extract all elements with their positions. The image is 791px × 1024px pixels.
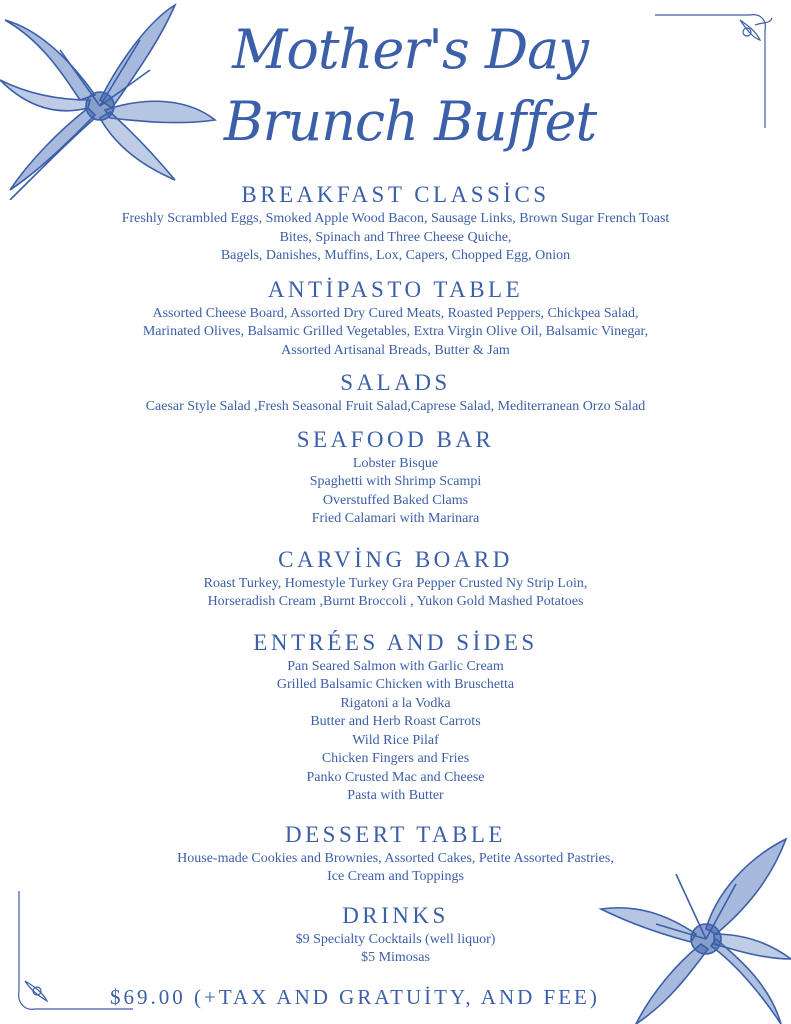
section-heading: ANTİPASTO TABLE — [267, 276, 524, 302]
menu-item-line: $5 Mimosas — [361, 950, 430, 965]
menu-item-line: Ice Cream and Toppings — [327, 869, 464, 884]
menu-item-line: Overstuffed Baked Clams — [322, 492, 469, 508]
section-salads — [0, 368, 791, 417]
menu-item-line: Chicken Fingers and Fries — [321, 751, 470, 766]
section-breakfast-classics — [0, 180, 791, 266]
menu-item-line: Rigatoni a la Vodka — [340, 695, 451, 711]
menu-title-line-1: Mother's Day — [232, 18, 588, 81]
section-heading: BREAKFAST CLASSİCS — [241, 182, 550, 207]
menu-item-line: Pan Seared Salmon with Garlic Cream — [287, 658, 504, 674]
section-heading: DRINKS — [342, 902, 449, 928]
menu-item-line: Marinated Olives, Balsamic Grilled Vegetables, Extra Virgin Olive Oil, Balsamic Vinegar, — [142, 324, 649, 339]
menu-item-line: Grilled Balsamic Chicken with Bruschetta — [276, 677, 515, 692]
section-heading: ENTRÉES AND SİDES — [253, 629, 538, 655]
menu-item-line: Horseradish Cream ,Burnt Broccoli , Yukon Gold Mashed Potatoes — [207, 594, 584, 609]
corner-flourish-icon — [655, 10, 773, 128]
menu-item-line: Spaghetti with Shrimp Scampi — [309, 474, 482, 489]
flower-illustration-icon — [0, 0, 230, 200]
section-entrees-and-sides — [0, 628, 791, 806]
menu-item-line: Bagels, Danishes, Muffins, Lox, Capers, Chopped Egg, Onion — [220, 248, 571, 263]
menu-item-line: Pasta with Butter — [347, 788, 444, 803]
menu-title-line-2: Brunch Buffet — [223, 90, 597, 153]
section-heading: DESSERT TABLE — [285, 821, 506, 847]
menu-item-line: Panko Crusted Mac and Cheese — [306, 769, 485, 785]
menu-item-line: Butter and Herb Roast Carrots — [310, 714, 481, 729]
menu-item-line: Bites, Spinach and Three Cheese Quiche, — [279, 229, 512, 245]
section-dessert-table — [0, 820, 791, 887]
section-heading: CARVİNG BOARD — [278, 546, 513, 572]
menu-item-line: Assorted Artisanal Breads, Butter & Jam — [281, 342, 510, 358]
section-carving-board — [0, 545, 791, 612]
menu-item-line: Assorted Cheese Board, Assorted Dry Cured Meats, Roasted Peppers, Chickpea Salad, — [152, 305, 639, 321]
section-heading: SALADS — [340, 370, 451, 395]
section-heading: SEAFOOD BAR — [296, 426, 495, 452]
menu-item-line: Freshly Scrambled Eggs, Smoked Apple Wood Bacon, Sausage Links, Brown Sugar French Toast — [121, 211, 670, 226]
price-line: $69.00 (+TAX AND GRATUİTY, AND FEE) — [110, 985, 600, 1009]
menu-item-line: Caesar Style Salad ,Fresh Seasonal Fruit Salad,Caprese Salad, Mediterranean Orzo Salad — [145, 399, 646, 414]
section-antipasto-table — [0, 275, 791, 361]
menu-item-line: Wild Rice Pilaf — [352, 732, 439, 748]
menu-item-line: Fried Calamari with Marinara — [311, 511, 480, 526]
menu-item-line: Roast Turkey, Homestyle Turkey Gra Pepper Crusted Ny Strip Loin, — [203, 575, 588, 591]
menu-sections — [0, 180, 791, 968]
menu-item-line: Lobster Bisque — [352, 455, 439, 471]
menu-item-line: $9 Specialty Cocktails (well liquor) — [295, 931, 496, 947]
section-seafood-bar — [0, 425, 791, 529]
menu-item-line: House-made Cookies and Brownies, Assorted Cakes, Petite Assorted Pastries, — [177, 850, 614, 866]
section-drinks — [0, 901, 791, 968]
